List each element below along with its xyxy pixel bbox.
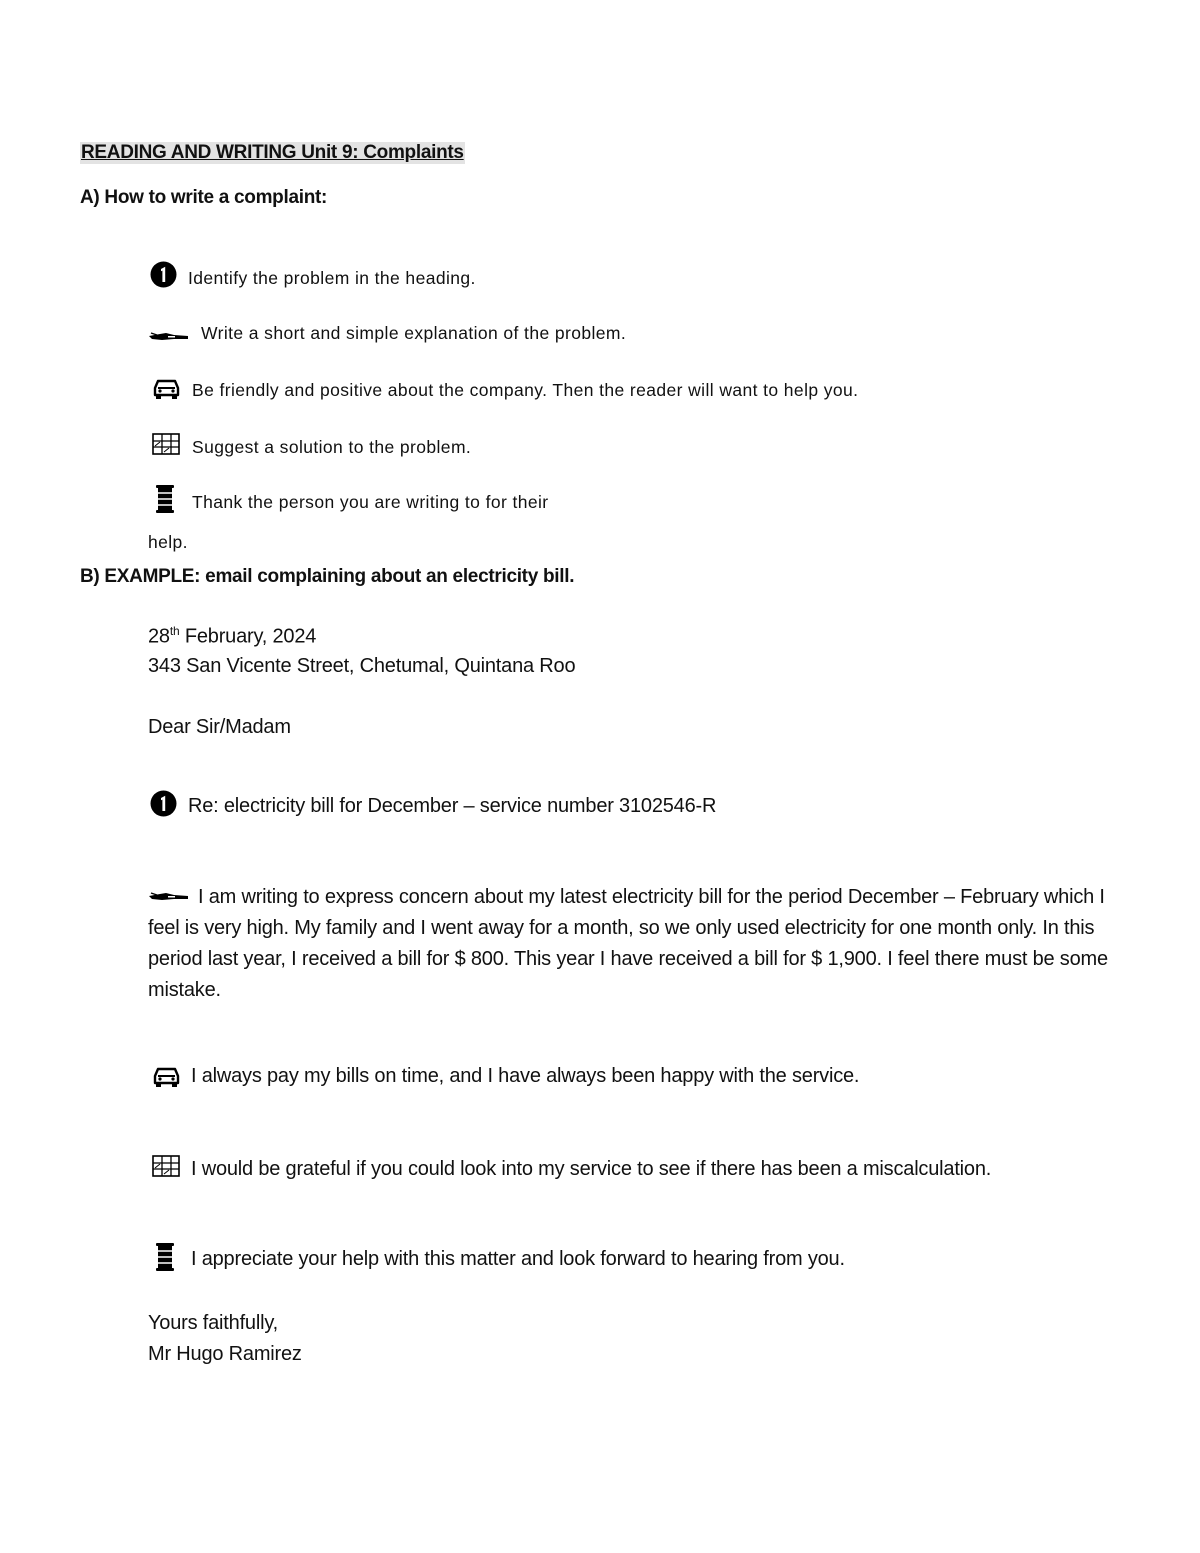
step-5-continuation: help. xyxy=(148,532,188,552)
date-rest: February, 2024 xyxy=(179,625,317,648)
letter-closing: Yours faithfully, xyxy=(148,1312,279,1334)
letter-address: 343 San Vicente Street, Chetumal, Quintana Roo xyxy=(148,655,576,677)
step-3-text: Be friendly and positive about the company. Then the reader will want to help you. xyxy=(192,380,859,400)
letter-thanks: I appreciate your help with this matter and look forward to hearing from you. xyxy=(191,1248,845,1270)
letter-salutation: Dear Sir/Madam xyxy=(148,716,291,738)
step-2-text: Write a short and simple explanation of the problem. xyxy=(201,323,627,343)
step-5-text: Thank the person you are writing to for their xyxy=(192,492,549,512)
barrel-icon xyxy=(156,1242,174,1272)
letter-positive: I always pay my bills on time, and I have always been happy with the service. xyxy=(191,1065,860,1087)
barrel-icon xyxy=(156,484,174,514)
letter-signature: Mr Hugo Ramirez xyxy=(148,1343,302,1365)
pen-icon xyxy=(148,890,190,902)
circled-one-icon xyxy=(150,790,177,817)
section-b-heading: B) EXAMPLE: email complaining about an electricity bill. xyxy=(80,566,575,587)
date-suffix: th xyxy=(169,624,180,638)
car-icon xyxy=(153,1066,180,1088)
letter-body-text: I am writing to express concern about my latest electricity bill for the period December – February which I feel is very high. My family and I went away for a month, so we only used electricity for one month only. In this period last year, I received a bill for $ 800. This year I have received a bill for $ 1,900. I feel there must be some mistake. xyxy=(148,886,1108,1001)
letter-date xyxy=(148,624,316,649)
grid-icon xyxy=(152,1155,180,1177)
date-day: 28 xyxy=(148,625,170,648)
circled-one-icon xyxy=(150,261,177,288)
car-icon xyxy=(153,378,180,400)
section-a-heading: A) How to write a complaint: xyxy=(80,187,328,208)
letter-solution: I would be grateful if you could look into my service to see if there has been a miscalculation. xyxy=(191,1158,992,1180)
pen-icon xyxy=(148,330,190,342)
grid-icon xyxy=(152,433,180,455)
page-title: READING AND WRITING Unit 9: Complaints xyxy=(81,142,464,163)
step-4-text: Suggest a solution to the problem. xyxy=(192,437,472,457)
letter-body xyxy=(148,882,1123,1006)
letter-subject: Re: electricity bill for December – service number 3102546-R xyxy=(188,795,717,817)
step-1-text: Identify the problem in the heading. xyxy=(188,268,476,288)
